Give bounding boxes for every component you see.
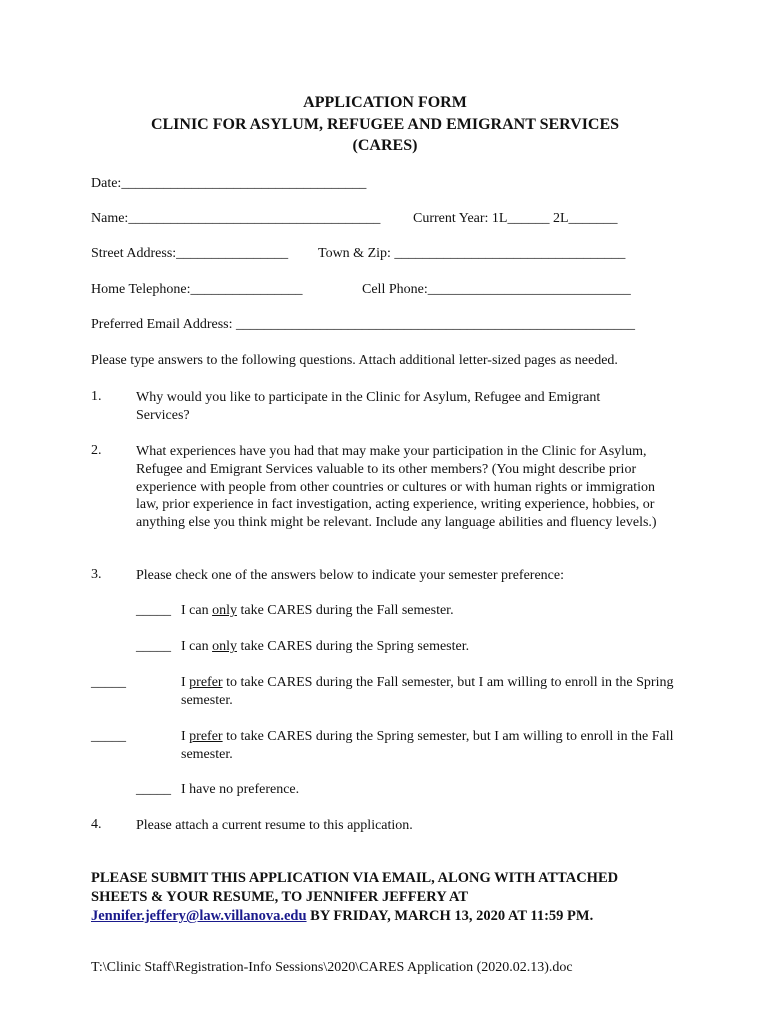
preferred-email-field[interactable]: Preferred Email Address: _________________________________________________________ <box>91 317 636 332</box>
semester-option[interactable]: _____ I have no preference. <box>136 782 300 797</box>
street-address-field[interactable]: Street Address:________________ <box>91 246 289 261</box>
current-year-field[interactable]: Current Year: 1L______ 2L_______ <box>413 211 618 226</box>
question-number: 3. <box>91 567 102 582</box>
question-number: 4. <box>91 817 102 832</box>
instructions-text: Please type answers to the following questions. Attach additional letter-sized pages as needed. <box>91 353 618 368</box>
option-blank[interactable]: _____ <box>91 675 126 690</box>
form-title: APPLICATION FORM <box>303 94 467 111</box>
option-blank[interactable]: _____ <box>136 603 171 618</box>
semester-option[interactable]: _____ I prefer to take CARES during the Spring semester, but I am willing to enroll in the Fall semester. <box>91 729 674 762</box>
semester-option[interactable]: _____ I can only take CARES during the Fall semester. <box>136 603 454 618</box>
date-field[interactable]: Date:___________________________________ <box>91 176 367 191</box>
cell-phone-field[interactable]: Cell Phone:_____________________________ <box>362 282 631 297</box>
submit-instructions: PLEASE SUBMIT THIS APPLICATION VIA EMAIL, ALONG WITH ATTACHED SHEETS & YOUR RESUME, TO JENNIFER JEFFERY AT Jennifer.jeffery@law.villanova.edu BY FRIDAY, MARCH 13, 2020 AT 11:59 PM. <box>91 870 619 924</box>
option-blank[interactable]: _____ <box>136 639 171 654</box>
clinic-acronym: (CARES) <box>352 137 418 154</box>
question-text: Please check one of the answers below to indicate your semester preference: <box>136 568 564 583</box>
email-link[interactable]: Jennifer.jeffery@law.villanova.edu <box>91 908 307 924</box>
question-text: Why would you like to participate in the Clinic for Asylum, Refugee and Emigrant Services? <box>136 390 601 423</box>
town-zip-field[interactable]: Town & Zip: _________________________________ <box>318 246 626 261</box>
semester-option[interactable]: _____ I can only take CARES during the Spring semester. <box>136 639 470 654</box>
file-path-footer: T:\Clinic Staff\Registration-Info Sessions\2020\CARES Application (2020.02.13).doc <box>91 960 573 975</box>
name-field[interactable]: Name:____________________________________ <box>91 211 381 226</box>
option-blank[interactable]: _____ <box>136 782 171 797</box>
question-number: 1. <box>91 389 102 404</box>
option-blank[interactable]: _____ <box>91 729 126 744</box>
home-telephone-field[interactable]: Home Telephone:________________ <box>91 282 303 297</box>
clinic-name: CLINIC FOR ASYLUM, REFUGEE AND EMIGRANT SERVICES <box>150 116 620 133</box>
question-text: Please attach a current resume to this application. <box>136 818 413 833</box>
question-number: 2. <box>91 443 102 458</box>
question-text: What experiences have you had that may make your participation in the Clinic for Asylum, Refugee and Emigrant Services valuable to its other members? (You might describe prior experience with people from other countries or cultures or with human rights or immigration law, prior experience in fact investigation, acting experience, writing experience, hobbies, or anything else you think might be relevant. Include any language abilities and fluency levels.) <box>136 444 657 531</box>
semester-option[interactable]: _____ I prefer to take CARES during the Fall semester, but I am willing to enroll in the Spring semester. <box>91 675 674 708</box>
